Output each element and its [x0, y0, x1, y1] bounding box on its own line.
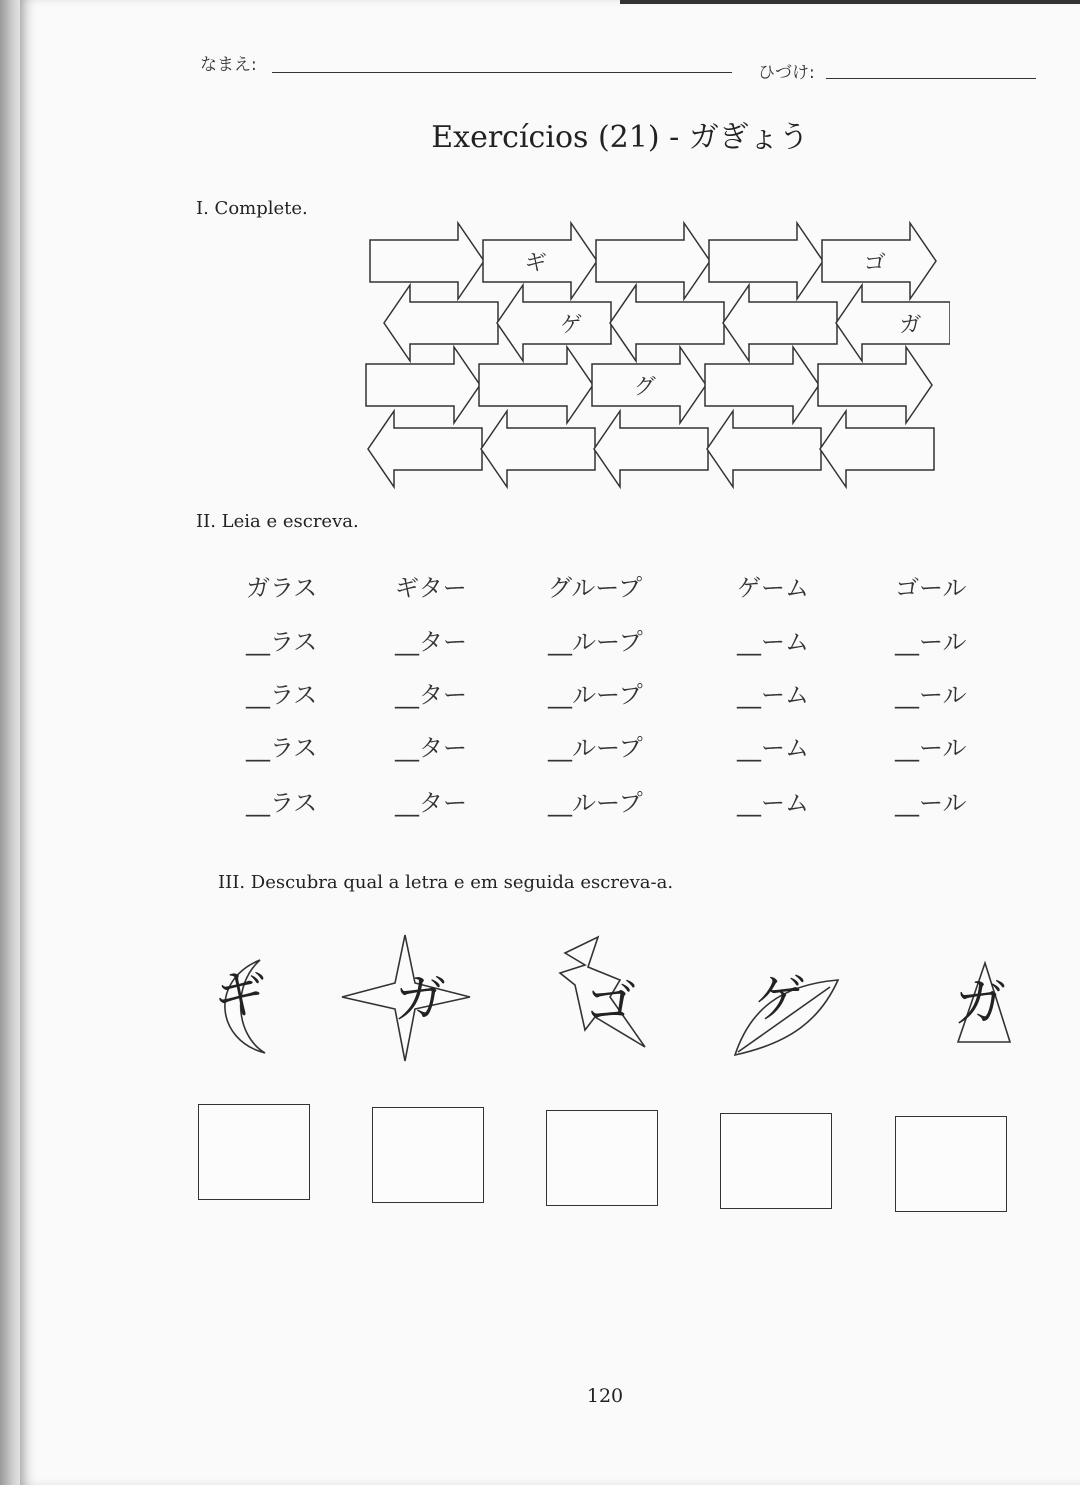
word-model: グループ: [548, 574, 643, 602]
word-blank[interactable]: __ラス: [246, 789, 318, 817]
arrow-shape: [368, 411, 482, 487]
book-binding-shadow: [0, 0, 22, 1485]
word-blank[interactable]: __ール: [895, 789, 967, 817]
arrow-shape: [707, 411, 821, 487]
page-number: 120: [586, 1385, 624, 1407]
answer-box[interactable]: [546, 1110, 658, 1206]
section-1-heading: I. Complete.: [196, 198, 308, 219]
arrow-shape: [705, 347, 819, 423]
word-blank[interactable]: __ター: [395, 734, 467, 762]
arrow-kana-label: ガ: [899, 313, 922, 339]
arrow-shape: [709, 223, 823, 299]
page-title: Exercícios (21) - ガぎょう: [431, 120, 809, 155]
section-3-heading: III. Descubra qual a letra e em seguida escreva-a.: [218, 872, 674, 893]
arrow-shape: [497, 285, 611, 361]
word-blank[interactable]: __ール: [895, 734, 967, 762]
word-blank[interactable]: __ーム: [737, 789, 809, 817]
hidden-kana: ギ: [213, 966, 267, 1026]
arrow-shape: [384, 285, 498, 361]
hidden-kana: ゴ: [583, 974, 637, 1034]
word-blank[interactable]: __ラス: [246, 734, 318, 762]
shape-puzzles: [190, 925, 1040, 1075]
section-2-heading: II. Leia e escreva.: [196, 511, 359, 532]
word-blank[interactable]: __ール: [895, 681, 967, 709]
word-blank[interactable]: __ループ: [548, 734, 643, 762]
arrow-kana-label: ゴ: [863, 251, 886, 277]
word-blank[interactable]: __ラス: [246, 681, 318, 709]
word-model: ガラス: [246, 574, 318, 602]
word-blank[interactable]: __ループ: [548, 681, 643, 709]
word-blank[interactable]: __ーム: [737, 628, 809, 656]
word-blank[interactable]: __ループ: [548, 789, 643, 817]
word-blank[interactable]: __ーム: [737, 734, 809, 762]
arrow-kana-label: ゲ: [560, 313, 583, 339]
answer-box[interactable]: [895, 1116, 1007, 1212]
name-field[interactable]: [272, 72, 732, 73]
word-blank[interactable]: __ール: [895, 628, 967, 656]
hidden-kana: ゲ: [753, 970, 807, 1030]
word-blank[interactable]: __ラス: [246, 628, 318, 656]
word-model: ギター: [395, 574, 467, 602]
arrow-shape: [596, 223, 710, 299]
arrow-shape: [370, 223, 484, 299]
word-blank[interactable]: __ター: [395, 628, 467, 656]
arrow-puzzle: [360, 212, 950, 508]
date-label: ひづけ:: [758, 63, 815, 83]
arrow-shape: [818, 347, 932, 423]
arrow-shape: [479, 347, 593, 423]
name-label: なまえ:: [200, 55, 257, 75]
word-blank[interactable]: __ター: [395, 789, 467, 817]
arrow-kana-label: グ: [633, 375, 656, 401]
word-blank[interactable]: __ター: [395, 681, 467, 709]
word-model: ゴール: [895, 574, 967, 602]
answer-box[interactable]: [720, 1113, 832, 1209]
word-blank[interactable]: __ーム: [737, 681, 809, 709]
hidden-kana: ガ: [953, 974, 1007, 1034]
arrow-kana-label: ギ: [524, 251, 547, 277]
arrow-shape: [723, 285, 837, 361]
top-edge-line: [620, 0, 1080, 4]
date-field[interactable]: [826, 78, 1036, 79]
answer-box[interactable]: [372, 1107, 484, 1203]
hidden-kana: ガ: [393, 970, 447, 1030]
arrow-shape: [366, 347, 480, 423]
arrow-shape: [820, 411, 934, 487]
answer-box[interactable]: [198, 1104, 310, 1200]
word-blank[interactable]: __ループ: [548, 628, 643, 656]
arrow-shape: [594, 411, 708, 487]
word-model: ゲーム: [737, 574, 809, 602]
arrow-shape: [836, 285, 950, 361]
arrow-shape: [610, 285, 724, 361]
arrow-shape: [481, 411, 595, 487]
